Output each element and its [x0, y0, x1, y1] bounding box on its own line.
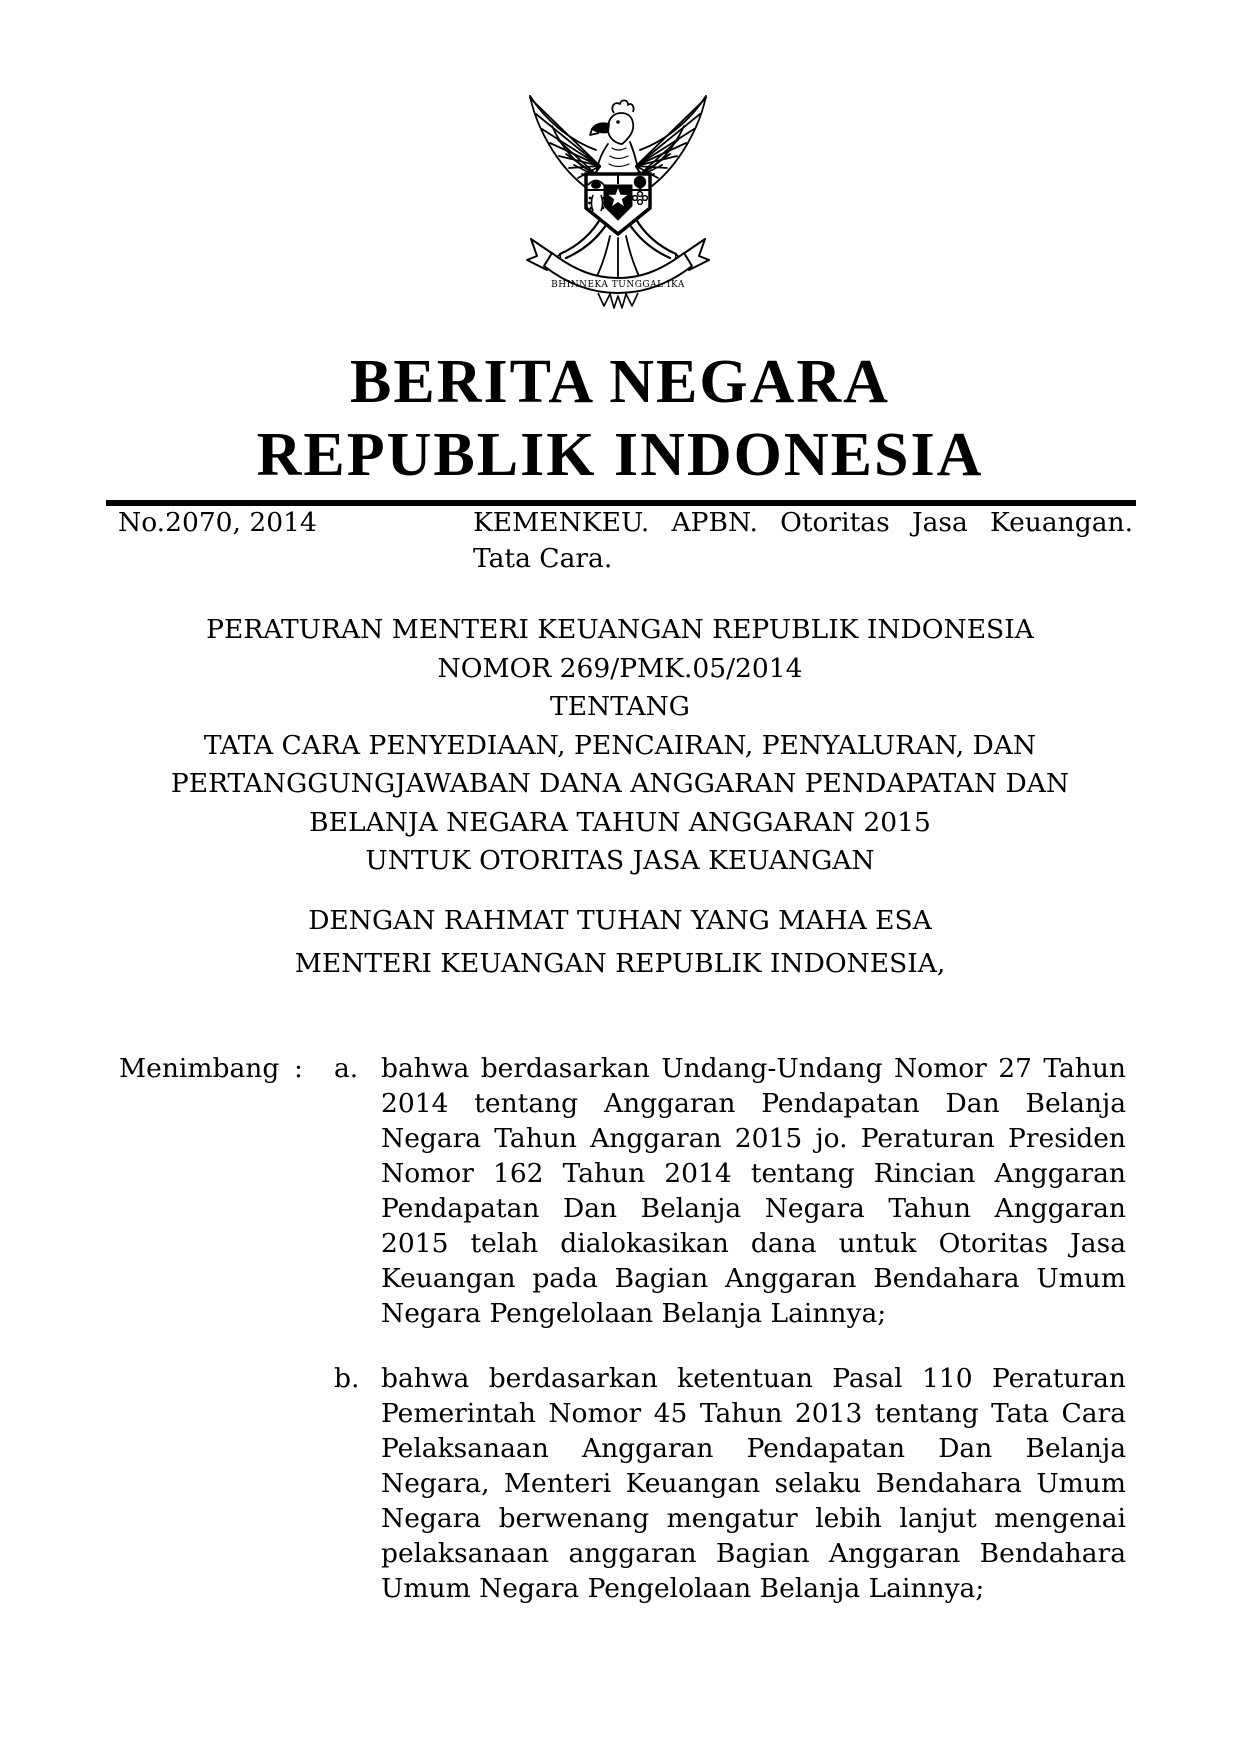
regulation-tentang-line: TENTANG: [550, 691, 690, 722]
regulation-subject-line: PERTANGGUNGJAWABAN DANA ANGGARAN PENDAPATAN DAN: [170, 768, 1070, 799]
masthead-title-line1: BERITA NEGARA: [350, 348, 890, 416]
garuda-head-icon: [590, 100, 634, 144]
garuda-pancasila-emblem: [522, 86, 714, 314]
considering-colon: :: [294, 1053, 303, 1084]
gazette-subject-line1: KEMENKEU. APBN. Otoritas Jasa Keuangan.: [473, 507, 1133, 538]
considering-item-text: bahwa berdasarkan Undang-Undang Nomor 27 Tahun 2014 tentang Anggaran Pendapatan Dan Belanja Negara Tahun Anggaran 2015 jo. Peraturan Presiden Nomor 162 Tahun 2014 tentang Rincian Anggaran Pendapatan Dan Belanja Negara Tahun Anggaran 2015 telah dialokasikan dana untuk Otoritas Jasa Keuangan pada Bagian Anggaran Bendahara Umum Negara Pengelolaan Belanja Lainnya;: [381, 1053, 1126, 1329]
considering-item-letter: a.: [334, 1053, 359, 1084]
gazette-subject-line2: Tata Cara.: [473, 543, 613, 574]
invocation-block: [105, 899, 1135, 985]
regulation-subject-line: BELANJA NEGARA TAHUN ANGGARAN 2015: [309, 806, 931, 838]
regulation-title-line: PERATURAN MENTERI KEUANGAN REPUBLIK INDONESIA: [206, 614, 1034, 645]
gazette-number: No.2070, 2014: [118, 507, 317, 538]
considering-colon-spacer: [294, 1361, 334, 1606]
considering-label-spacer: [119, 1361, 294, 1606]
invocation-line: DENGAN RAHMAT TUHAN YANG MAHA ESA: [308, 905, 932, 936]
considering-section: [119, 1051, 1126, 1606]
considering-item-letter: b.: [334, 1363, 360, 1394]
considering-item-text: bahwa berdasarkan ketentuan Pasal 110 Peraturan Pemerintah Nomor 45 Tahun 2013 tentang Tata Cara Pelaksanaan Anggaran Pendapatan Dan Belanja Negara, Menteri Keuangan selaku Bendahara Umum Negara berwenang mengatur lebih lanjut mengenai pelaksanaan anggaran Bagian Anggaran Bendahara Umum Negara Pengelolaan Belanja Lainnya;: [381, 1363, 1126, 1604]
regulation-subject-line: TATA CARA PENYEDIAAN, PENCAIRAN, PENYALURAN, DAN: [203, 729, 1037, 761]
gazette-subject: [473, 505, 1133, 577]
regulation-number-line: NOMOR 269/PMK.05/2014: [437, 652, 803, 684]
ribbon-motto-text: BHINNEKA TUNGGAL IKA: [551, 280, 685, 290]
regulation-title: [105, 611, 1135, 881]
considering-label: Menimbang: [119, 1053, 280, 1084]
authority-line: MENTERI KEUANGAN REPUBLIK INDONESIA,: [294, 948, 946, 979]
masthead-title-line2: REPUBLIK INDONESIA: [256, 421, 984, 489]
regulation-subject-line: UNTUK OTORITAS JASA KEUANGAN: [365, 845, 875, 876]
masthead-title: [105, 346, 1135, 492]
